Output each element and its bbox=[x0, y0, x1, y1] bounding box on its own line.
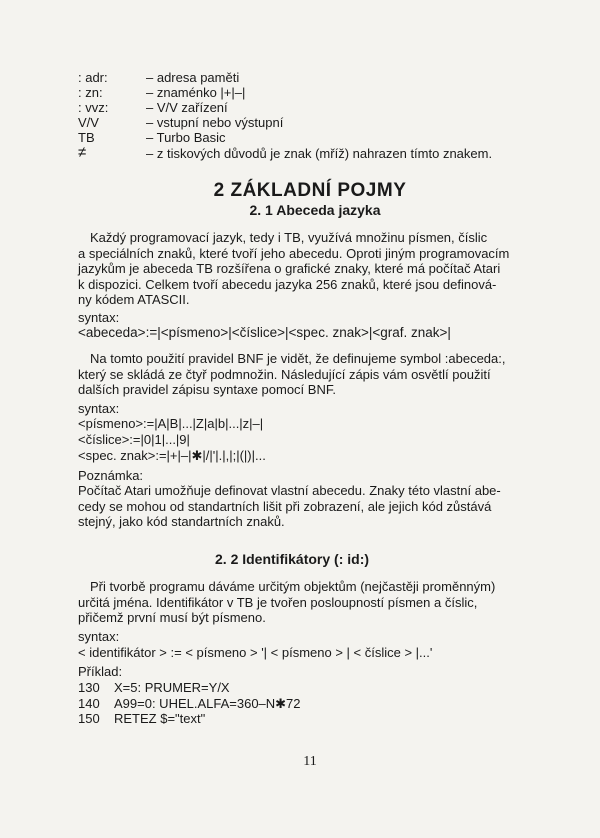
text-line: Při tvorbě programu dáváme určitým objektům (nejčastěji proměnným) bbox=[90, 579, 496, 594]
abbreviation-row bbox=[0, 146, 600, 164]
syntax-line: <číslice>:=|0|1|...|9| bbox=[78, 432, 190, 447]
abbreviation-key: V/V bbox=[78, 115, 99, 130]
syntax-label: syntax: bbox=[78, 629, 120, 644]
text-line: Počítač Atari umožňuje definovat vlastní abecedu. Znaky této vlastní abe- bbox=[78, 483, 501, 498]
note-label: Poznámka: bbox=[78, 468, 144, 483]
text-line: ny kódem ATASCII. bbox=[78, 292, 190, 307]
syntax-line: < identifikátor > := < písmeno > '| < písmeno > | < číslice > |...' bbox=[78, 645, 433, 660]
line-number: 130 bbox=[78, 680, 100, 695]
text-line: který se skládá ze čtyř podmnožin. Následující zápis vám osvětlí použití bbox=[78, 366, 491, 382]
section-title: 2. 1 Abeceda jazyka bbox=[249, 202, 381, 218]
text-line: stejný, jako kód standartních znaků. bbox=[78, 514, 285, 529]
code-text: X=5: PRUMER=Y/X bbox=[114, 680, 230, 695]
abbreviation-key: TB bbox=[78, 130, 95, 145]
paragraph bbox=[78, 351, 548, 398]
example-label: Příklad: bbox=[78, 664, 123, 679]
paragraph bbox=[78, 230, 548, 308]
line-number: 150 bbox=[78, 711, 100, 726]
code-line bbox=[78, 711, 206, 726]
abbreviation-key: : vvz: bbox=[78, 100, 109, 115]
syntax-line: <abeceda>:=|<písmeno>|<číslice>|<spec. znak>|<graf. znak>| bbox=[78, 325, 451, 340]
text-line: určitá jména. Identifikátor v TB je tvořen posloupností písmen a číslic, bbox=[78, 594, 478, 610]
text-line: přičemž první musí být písmeno. bbox=[78, 610, 266, 625]
abbreviation-value: – vstupní nebo výstupní bbox=[146, 115, 284, 130]
text-line: a speciálních znaků, které tvoří jeho abecedu. Oproti jiným programovacím bbox=[78, 245, 510, 261]
code-line bbox=[78, 696, 301, 711]
page-number: 11 bbox=[303, 754, 317, 769]
syntax-line: <písmeno>:=|A|B|...|Z|a|b|...|z|–| bbox=[78, 416, 264, 431]
abbreviation-value: – V/V zařízení bbox=[146, 100, 228, 115]
syntax-label: syntax: bbox=[78, 401, 120, 416]
code-text: A99=0: UHEL.ALFA=360–N✱72 bbox=[114, 696, 301, 711]
abbreviation-value: – Turbo Basic bbox=[146, 130, 226, 145]
text-line: jazykům je abeceda TB rozšířena o grafické znaky, které má počítač Atari bbox=[78, 261, 501, 276]
text-line: k dispozici. Celkem tvoří abecedu jazyka 256 znaků, které jsou definová- bbox=[78, 276, 497, 292]
chapter-title: 2 ZÁKLADNÍ POJMY bbox=[213, 180, 407, 201]
note-text bbox=[78, 483, 548, 530]
abbreviation-value: – z tiskových důvodů je znak (mříž) nahrazen tímto znakem. bbox=[146, 146, 493, 161]
abbreviation-value: – adresa paměti bbox=[146, 70, 240, 85]
abbreviation-key: : adr: bbox=[78, 70, 108, 85]
text-line: Každý programovací jazyk, tedy i TB, využívá množinu písmen, číslic bbox=[90, 230, 488, 245]
abbreviation-value: – znaménko |+|–| bbox=[146, 85, 246, 100]
section-title: 2. 2 Identifikátory (: id:) bbox=[215, 551, 370, 567]
abbreviation-key: : zn: bbox=[78, 85, 103, 100]
not-equal-symbol: ≠ bbox=[78, 144, 87, 161]
code-line bbox=[78, 680, 230, 695]
line-number: 140 bbox=[78, 696, 100, 711]
syntax-label: syntax: bbox=[78, 310, 120, 325]
syntax-line: <spec. znak>:=|+|–|✱|/|'|.|,|;|(|)|... bbox=[78, 448, 266, 463]
paragraph bbox=[78, 579, 548, 626]
text-line: cedy se mohou od standartních lišit při zobrazení, ale jejich kód zůstává bbox=[78, 498, 492, 514]
text-line: Na tomto použití pravidel BNF je vidět, že definujeme symbol :abeceda:, bbox=[90, 351, 506, 366]
code-text: RETEZ $="text" bbox=[114, 711, 206, 726]
text-line: dalších pravidel zápisu syntaxe pomocí BNF. bbox=[78, 382, 336, 397]
